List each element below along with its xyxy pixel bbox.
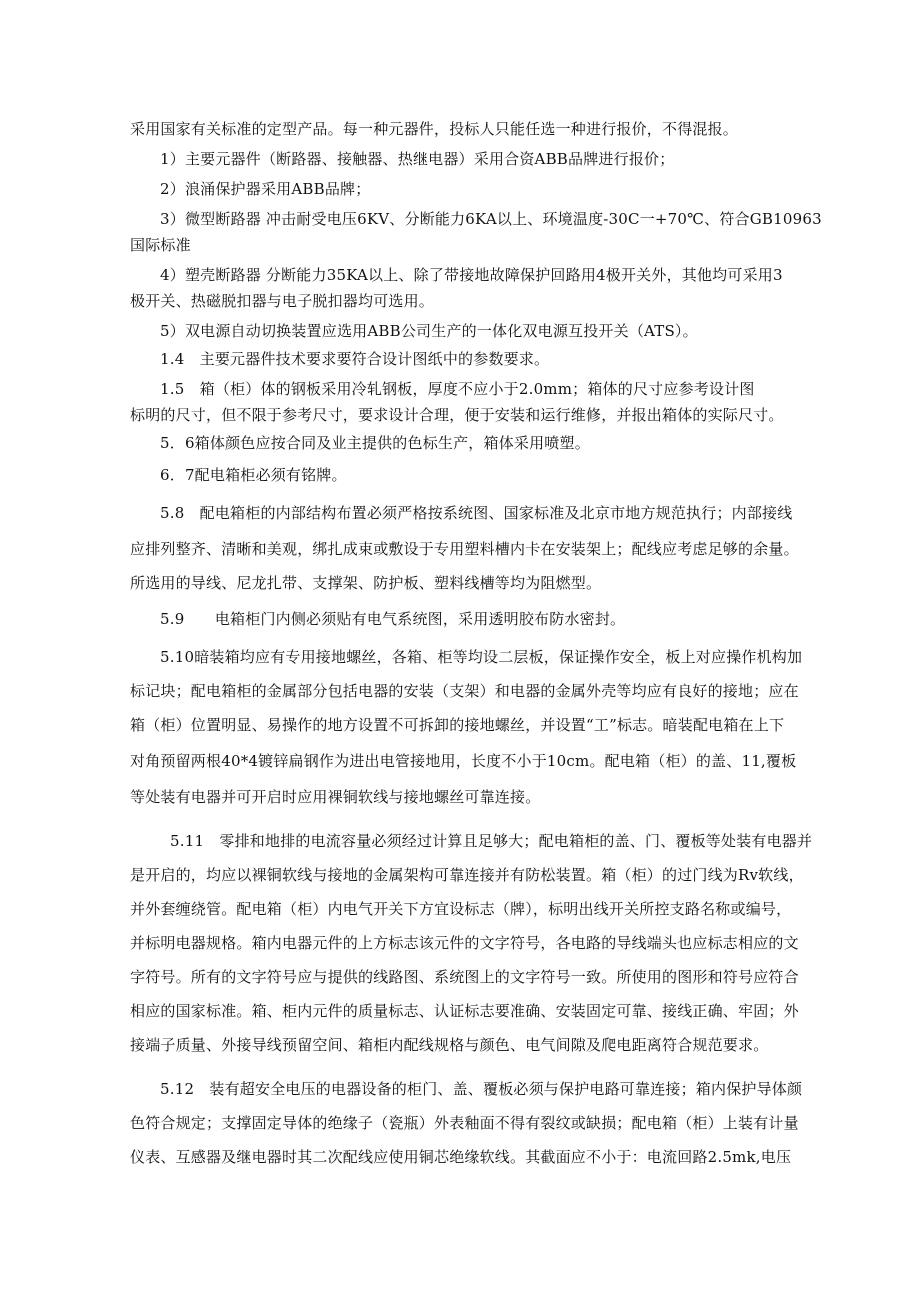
text-line: 5.11 零排和地排的电流容量必须经过计算且足够大；配电箱柜的盖、门、覆板等处装有电器并	[170, 832, 813, 850]
text-line: 5．6箱体颜色应按合同及业主提供的色标生产，箱体采用喷塑。	[160, 434, 590, 452]
text-line: 1.5 箱（柜）体的钢板采用冷轧钢板，厚度不应小于2.0mm；箱体的尺寸应参考设计图	[160, 380, 755, 398]
text-line: 对角预留两根40*4镀锌扁钢作为进出电管接地用，长度不小于10cm。配电箱（柜）的盖、11,覆板	[130, 752, 797, 770]
text-line: 箱（柜）位置明显、易操作的地方设置不可拆卸的接地螺丝，并设置“工”标志。暗装配电箱在上下	[130, 716, 785, 734]
text-line: 3）微型断路器 冲击耐受电压6KV、分断能力6KA以上、环境温度-30C一+70℃、符合GB10963	[160, 210, 822, 228]
text-line: 采用国家有关标准的定型产品。每一种元器件，投标人只能任选一种进行报价，不得混报。	[130, 120, 739, 138]
text-line: 5）双电源自动切换装置应选用ABB公司生产的一体化双电源互投开关（ATS）。	[160, 322, 698, 340]
text-line: 等处装有电器并可开启时应用裸铜软线与接地螺丝可靠连接。	[130, 788, 541, 806]
text-line: 是开启的，均应以裸铜软线与接地的金属架构可靠连接并有防松装置。箱（柜）的过门线为Rv软线，	[130, 866, 804, 884]
text-line: 标记块；配电箱柜的金属部分包括电器的安装（支架）和电器的金属外壳等均应有良好的接地；应在	[130, 682, 799, 700]
text-line: 5.12 装有超安全电压的电器设备的柜门、盖、覆板必须与保护电路可靠连接；箱内保护导体颜	[160, 1080, 803, 1098]
text-line: 2）浪涌保护器采用ABB品牌；	[160, 180, 371, 198]
text-line: 国际标准	[130, 236, 191, 254]
text-line: 并外套缠绕管。配电箱（柜）内电气开关下方宜设标志（牌），标明出线开关所控支路名称或编号，	[130, 900, 792, 918]
text-line: 5.10暗装箱均应有专用接地螺丝，各箱、柜等均设二层板，保证操作安全，板上对应操作机构加	[160, 648, 803, 666]
text-line: 1.4 主要元器件技术要求要符合设计图纸中的参数要求。	[160, 350, 550, 368]
text-line: 相应的国家标准。箱、柜内元件的质量标志、认证标志要准确、安装固定可靠、接线正确、牢固；外	[130, 1002, 799, 1020]
text-line: 所选用的导线、尼龙扎带、支撑架、防护板、塑料线槽等均为阻燃型。	[130, 574, 602, 592]
text-line: 字符号。所有的文字符号应与提供的线路图、系统图上的文字符号一致。所使用的图形和符号应符合	[130, 968, 799, 986]
text-line: 接端子质量、外接导线预留空间、箱柜内配线规格与颜色、电气间隙及爬电距离符合规范要求。	[130, 1036, 769, 1054]
text-line: 5.9 电箱柜门内侧必须贴有电气系统图，采用透明胶布防水密封。	[160, 610, 626, 628]
text-line: 标明的尺寸，但不限于参考尺寸，要求设计合理，便于安装和运行维修，并报出箱体的实际尺寸。	[130, 406, 784, 424]
text-line: 色符合规定；支撑固定导体的绝缘子（瓷瓶）外表釉面不得有裂纹或缺损；配电箱（柜）上装有计量	[130, 1114, 799, 1132]
text-line: 5.8 配电箱柜的内部结构布置必须严格按系统图、国家标准及北京市地方规范执行；内部接线	[160, 504, 793, 522]
text-line: 1）主要元器件（断路器、接触器、热继电器）采用合资ABB品牌进行报价；	[160, 150, 675, 168]
text-line: 6．7配电箱柜必须有铭牌。	[160, 466, 347, 484]
text-line: 仪表、互感器及继电器时其二次配线应使用铜芯绝缘软线。其截面应不小于：电流回路2.5mk,电压	[130, 1148, 792, 1166]
text-line: 4）塑壳断路器 分断能力35KA以上、除了带接地故障保护回路用4极开关外，其他均可采用3	[160, 266, 783, 284]
text-line: 应排列整齐、清晰和美观，绑扎成束或敷设于专用塑料槽内卡在安装架上；配线应考虑足够的余量。	[130, 540, 799, 558]
text-line: 极开关、热磁脱扣器与电子脱扣器均可选用。	[130, 292, 435, 310]
text-line: 并标明电器规格。箱内电器元件的上方标志该元件的文字符号，各电路的导线端头也应标志相应的文	[130, 934, 799, 952]
